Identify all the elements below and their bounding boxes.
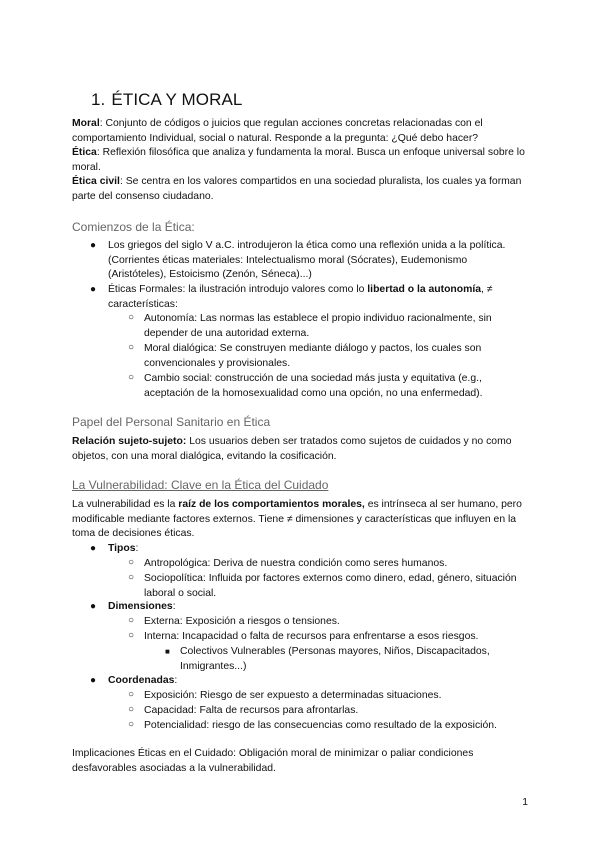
sub-list-item: Sociopolítica: Influida por factores externos como dinero, edad, género, situación laboral o social. — [144, 573, 517, 599]
paragraph-bold: raíz de los comportamientos morales, — [178, 499, 365, 510]
paragraph-implicaciones: Implicaciones Éticas en el Cuidado: Obligación moral de minimizar o paliar condiciones desfavorables asociadas a la vulnerabilidad. — [72, 748, 474, 774]
definition-etica — [72, 146, 528, 175]
page-number: 1 — [522, 797, 528, 808]
sub-list-item: Exposición: Riesgo de ser expuesto a determinadas situaciones. — [144, 690, 442, 701]
definition-etica-civil — [72, 175, 528, 204]
circle-bullet-icon: ○ — [128, 557, 135, 568]
circle-bullet-icon: ○ — [128, 689, 135, 700]
sub-list-item: Moral dialógica: Se construyen mediante diálogo y pactos, los cuales son convencionales y provisionales. — [144, 343, 482, 369]
definition-text: : Se centra en los valores compartidos en una sociedad pluralista, los cuales ya forman parte del consenso ciudadano. — [72, 176, 522, 202]
circle-bullet-icon: ○ — [128, 704, 135, 715]
bullet-icon: ● — [90, 601, 97, 612]
circle-bullet-icon: ○ — [128, 572, 135, 583]
definition-text: : Conjunto de códigos o juicios que regulan acciones concretas relacionadas con el comportamiento Individual, social o natural. Responde a la pregunta: ¿Qué debo hacer? — [72, 118, 483, 144]
circle-bullet-icon: ○ — [128, 372, 135, 383]
title-number: 1. — [91, 90, 106, 109]
sub-list-item: Interna: Incapacidad o falta de recursos para enfrentarse a esos riesgos. — [144, 631, 479, 642]
sub-list-item: Externa: Exposición a riesgos o tensiones. — [144, 616, 340, 627]
label-tipos: Tipos — [108, 543, 136, 554]
paragraph-text: La vulnerabilidad es la — [72, 499, 179, 510]
paragraph-text: es intrínseca al ser humano, pero modificable mediante factores externos. Tiene ≠ dimensiones y características que influyen en la toma de decisiones éticas. — [72, 499, 522, 540]
paragraph-text: Los usuarios deben ser tratados como sujetos de cuidados y no como objetos, con una moral dialógica, evitando la cosificación. — [72, 436, 512, 462]
circle-bullet-icon: ○ — [128, 630, 135, 641]
paragraph-relacion — [72, 435, 528, 464]
title-text: ÉTICA Y MORAL — [111, 90, 243, 109]
item-text: Éticas Formales: la ilustración introdujo valores como lo — [108, 284, 368, 295]
circle-bullet-icon: ○ — [128, 342, 135, 353]
label-dimensiones: Dimensiones — [108, 601, 173, 612]
bullet-icon: ● — [90, 675, 97, 686]
sub-list-item: Antropológica: Deriva de nuestra condición como seres humanos. — [144, 558, 448, 569]
definition-text: : Reflexión filosófica que analiza y fundamenta la moral. Busca un enfoque universal sobre lo moral. — [72, 147, 525, 173]
term-relacion: Relación sujeto-sujeto: — [72, 436, 187, 447]
circle-bullet-icon: ○ — [128, 312, 135, 323]
bullet-icon: ● — [90, 543, 97, 554]
sub-list-item: Potencialidad: riesgo de las consecuencias como resultado de la exposición. — [144, 720, 497, 731]
square-bullet-icon: ■ — [165, 647, 170, 656]
section-heading-vulnerabilidad: La Vulnerabilidad: Clave en la Ética del Cuidado — [72, 478, 329, 492]
label-coordenadas: Coordenadas — [108, 675, 175, 686]
page-title — [91, 90, 242, 110]
item-text: , ≠ características: — [108, 284, 493, 310]
list-item — [108, 283, 528, 312]
sub-list-item: Autonomía: Las normas las establece el propio individuo racionalmente, sin depender de una autoridad externa. — [144, 313, 492, 339]
bullet-icon: ● — [90, 284, 97, 295]
bullet-icon: ● — [90, 240, 97, 251]
list-item-coordenadas: Coordenadas: — [108, 675, 178, 686]
sub-list-item: Cambio social: construcción de una sociedad más justa y equitativa (e.g., aceptación de la homosexualidad como una opción, no una enfermedad). — [144, 373, 483, 399]
term-moral: Moral — [72, 118, 100, 129]
list-item: Los griegos del siglo V a.C. introdujeron la ética como una reflexión unida a la política. (Corrientes éticas materiales: Intelectualismo moral (Sócrates), Eudemonismo (Aristóteles), Estoicismo (Zenón, Séneca)...) — [108, 240, 506, 281]
list-item-tipos: Tipos: — [108, 543, 139, 554]
term-etica: Ética — [72, 147, 97, 158]
circle-bullet-icon: ○ — [128, 615, 135, 626]
paragraph-vulnerabilidad — [72, 498, 528, 542]
term-etica-civil: Ética civil — [72, 176, 120, 187]
item-bold: libertad o la autonomía — [367, 284, 482, 295]
sub-list-item: Capacidad: Falta de recursos para afrontarlas. — [144, 705, 359, 716]
list-item-dimensiones: Dimensiones: — [108, 601, 176, 612]
section-heading-comienzos: Comienzos de la Ética: — [72, 220, 195, 234]
definition-moral — [72, 117, 528, 146]
sub-sub-list-item: Colectivos Vulnerables (Personas mayores, Niños, Discapacitados, Inmigrantes...) — [180, 646, 490, 672]
circle-bullet-icon: ○ — [128, 719, 135, 730]
section-heading-papel: Papel del Personal Sanitario en Ética — [72, 415, 271, 429]
